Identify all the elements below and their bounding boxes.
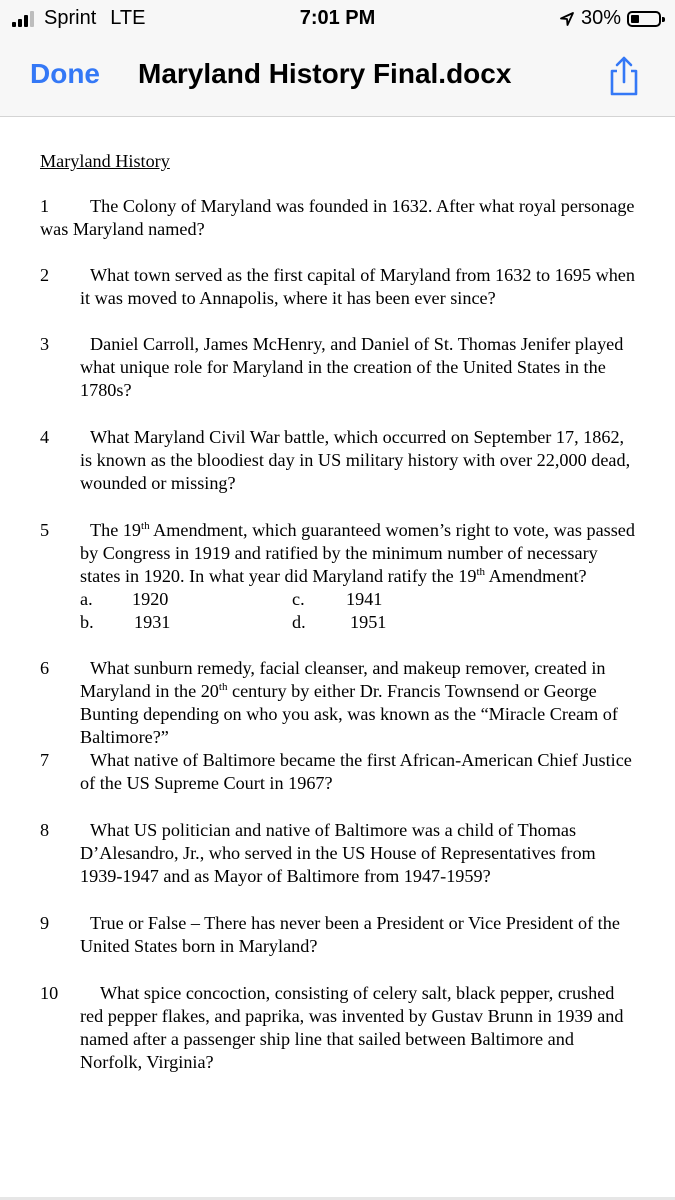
superscript: th: [141, 519, 150, 532]
superscript: th: [476, 565, 486, 578]
question-text: The Colony of Maryland was founded in 1632. After what royal personage was Maryland named?: [40, 196, 635, 239]
document-heading: Maryland History: [40, 151, 170, 171]
option-letter: a.: [80, 589, 93, 609]
question-text: What native of Baltimore became the first African-American Chief Justice of the US Supreme Court in 1967?: [80, 750, 632, 793]
question-text: What Maryland Civil War battle, which occurred on September 17, 1862, is known as the bloodiest day in US military history with over 22,000 dead, wounded or missing?: [80, 427, 631, 493]
question-3: [40, 333, 640, 402]
question-text: Daniel Carroll, James McHenry, and Daniel of St. Thomas Jenifer played what unique role for Maryland in the creation of the United States in the 1780s?: [80, 334, 624, 400]
question-text: What spice concoction, consisting of celery salt, black pepper, crushed red pepper flakes, and paprika, was invented by Gustav Brunn in 1939 and named after a passenger ship line that sailed between Baltimore and Norfolk, Virginia?: [80, 983, 624, 1072]
done-button[interactable]: Done: [30, 58, 100, 89]
option-letter: d.: [292, 612, 306, 632]
question-number: 5: [40, 520, 50, 540]
question-number: 8: [40, 820, 50, 840]
carrier-name: Sprint: [44, 7, 97, 29]
question-1-text: [40, 195, 640, 241]
question-9: [40, 912, 640, 958]
location-arrow-icon: [559, 11, 575, 27]
option-value: 1920: [132, 589, 169, 609]
question-text: What town served as the first capital of Maryland from 1632 to 1695 when it was moved to Annapolis, where it has been ever since?: [80, 265, 635, 308]
navigation-bar: [0, 52, 675, 102]
option-letter: b.: [80, 612, 94, 632]
question-2: [40, 264, 640, 310]
option-value: 1951: [350, 612, 387, 632]
question-number: 10: [40, 983, 59, 1003]
question-text: What US politician and native of Baltimore was a child of Thomas D’Alesandro, Jr., who served in the US House of Representatives from 1939-1947 and as Mayor of Baltimore from 1947-1959?: [80, 820, 596, 886]
option-value: 1941: [346, 589, 383, 609]
question-number: 9: [40, 913, 50, 933]
question-number: 7: [40, 750, 50, 770]
document-content: [40, 150, 640, 1097]
status-time: 7:01 PM: [299, 7, 376, 29]
question-1: [40, 195, 640, 241]
question-5: [40, 519, 640, 634]
question-7: [40, 749, 640, 795]
question-8: [40, 819, 640, 888]
question-text: What sunburn remedy, facial cleanser, and makeup remover, created in Maryland in the 20: [80, 658, 606, 701]
question-text: Amendment?: [485, 566, 587, 586]
document-title: Maryland History Final.docx: [138, 58, 512, 89]
option-letter: c.: [292, 589, 305, 609]
option-value: 1931: [134, 612, 171, 632]
answer-options: [40, 588, 640, 634]
network-type: LTE: [110, 7, 146, 29]
question-4: [40, 426, 640, 495]
question-text: The 19: [90, 520, 142, 540]
question-number: 2: [40, 265, 50, 285]
status-bar: [0, 0, 675, 38]
question-number: 1: [40, 196, 50, 216]
question-text: True or False – There has never been a President or Vice President of the United States born in Maryland?: [80, 913, 620, 956]
question-text: century by either Dr. Francis Townsend or George Bunting depending on who you ask, was known as the “Miracle Cream of Baltimore?”: [80, 681, 618, 747]
status-right-group: [559, 7, 661, 30]
battery-percent: 30%: [580, 7, 621, 29]
top-bar: [0, 0, 675, 117]
battery-icon: [627, 11, 661, 27]
question-number: 3: [40, 334, 50, 354]
question-text: Amendment, which guaranteed women’s right to vote, was passed by Congress in 1919 and ratified by the minimum number of necessary states in 1920. In what year did Maryland ratify the 19: [80, 520, 635, 586]
share-icon[interactable]: [606, 54, 642, 98]
question-number: 6: [40, 658, 50, 678]
question-number: 4: [40, 427, 50, 447]
superscript: th: [218, 680, 228, 693]
question-6: [40, 657, 640, 749]
question-10: [40, 982, 640, 1074]
